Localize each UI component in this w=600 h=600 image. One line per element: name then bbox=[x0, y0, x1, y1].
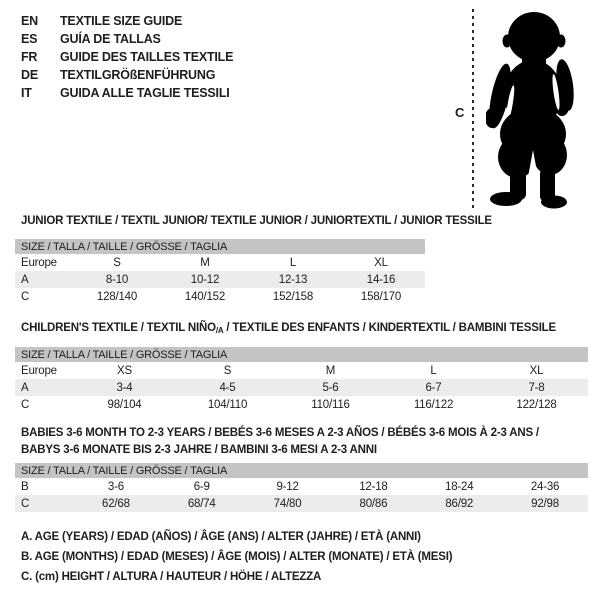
legend-line: B. AGE (MONTHS) / EDAD (MESES) / ÂGE (MOIS) / ALTER (MONATE) / ETÀ (MESI) bbox=[21, 551, 453, 563]
table-cell: 24-36 bbox=[530, 480, 560, 493]
language-code: FR bbox=[21, 50, 38, 64]
table-row bbox=[15, 379, 588, 396]
language-guide-title: TEXTILE SIZE GUIDE bbox=[60, 14, 183, 28]
babies-title-line-1: BABIES 3-6 MONTH TO 2-3 YEARS / BEBÉS 3-6 MESES A 2-3 AÑOS / BÉBÉS 3-6 MOIS À 2-3 ANS / bbox=[21, 427, 539, 439]
table-cell: 140/152 bbox=[184, 290, 226, 303]
row-label: B bbox=[21, 480, 29, 493]
table-cell: 86/92 bbox=[445, 497, 474, 510]
language-title-list bbox=[21, 12, 233, 102]
table-cell: 8-10 bbox=[105, 273, 129, 286]
table-cell: 14-16 bbox=[366, 273, 396, 286]
row-cells bbox=[73, 257, 425, 269]
table-cell: 9-12 bbox=[276, 480, 299, 493]
table-cell: 4-5 bbox=[219, 381, 236, 394]
table-row bbox=[15, 396, 588, 413]
row-label: Europe bbox=[21, 256, 57, 269]
junior-size-table bbox=[15, 239, 425, 305]
language-row bbox=[21, 66, 233, 84]
table-row bbox=[15, 254, 425, 271]
row-label: A bbox=[21, 381, 29, 394]
row-cells bbox=[73, 382, 588, 394]
row-cells bbox=[73, 498, 588, 510]
legend-line: C. (cm) HEIGHT / ALTURA / HAUTEUR / HÖHE / ALTEZZA bbox=[21, 571, 322, 583]
table-cell: 7-8 bbox=[528, 381, 545, 394]
table-cell: L bbox=[430, 364, 437, 377]
table-cell: XL bbox=[529, 364, 544, 377]
row-cells bbox=[73, 399, 588, 411]
babies-table-body bbox=[15, 478, 588, 512]
table-cell: 68/74 bbox=[187, 497, 216, 510]
table-cell: XS bbox=[117, 364, 132, 377]
babies-size-table bbox=[15, 463, 588, 512]
table-cell: 10-12 bbox=[190, 273, 220, 286]
junior-table-body bbox=[15, 254, 425, 305]
baby-silhouette-image bbox=[486, 10, 596, 210]
row-cells bbox=[73, 481, 588, 493]
table-cell: 104/110 bbox=[207, 398, 248, 411]
babies-title-line-2: BABYS 3-6 MONATE BIS 2-3 JAHRE / BAMBINI 3-6 MESI A 2-3 ANNI bbox=[21, 444, 377, 456]
table-cell: 152/158 bbox=[272, 290, 314, 303]
height-dotted-line bbox=[472, 9, 474, 208]
language-guide-title: GUÍA DE TALLAS bbox=[60, 32, 161, 46]
table-cell: 128/140 bbox=[96, 290, 138, 303]
row-cells bbox=[73, 365, 588, 377]
section-title-junior: JUNIOR TEXTILE / TEXTIL JUNIOR/ TEXTILE JUNIOR / JUNIORTEXTIL / JUNIOR TESSILE bbox=[21, 215, 492, 227]
legend-line: A. AGE (YEARS) / EDAD (AÑOS) / ÂGE (ANS) / ALTER (JAHRE) / ETÀ (ANNI) bbox=[21, 531, 421, 543]
table-cell: 6-7 bbox=[425, 381, 442, 394]
table-cell: 12-13 bbox=[278, 273, 308, 286]
table-row bbox=[15, 478, 588, 495]
table-row bbox=[15, 495, 588, 512]
row-cells bbox=[73, 274, 425, 286]
size-header-band: SIZE / TALLA / TAILLE / GRÖSSE / TAGLIA bbox=[15, 239, 425, 254]
row-label: C bbox=[21, 497, 30, 510]
table-cell: 3-6 bbox=[107, 480, 124, 493]
table-row bbox=[15, 271, 425, 288]
table-cell: 116/122 bbox=[413, 398, 454, 411]
children-table-body bbox=[15, 362, 588, 413]
measure-legend bbox=[21, 531, 452, 591]
language-row bbox=[21, 48, 233, 66]
language-row bbox=[21, 84, 233, 102]
table-row bbox=[15, 288, 425, 305]
table-cell: 98/104 bbox=[107, 398, 142, 411]
table-cell: S bbox=[223, 364, 232, 377]
table-cell: 3-4 bbox=[116, 381, 133, 394]
language-row bbox=[21, 12, 233, 30]
table-cell: 6-9 bbox=[193, 480, 210, 493]
row-label: C bbox=[21, 398, 30, 411]
table-row bbox=[15, 362, 588, 379]
table-cell: 80/86 bbox=[359, 497, 388, 510]
language-guide-title: TEXTILGRÖßENFÜHRUNG bbox=[60, 68, 216, 82]
row-label: Europe bbox=[21, 364, 57, 377]
table-cell: S bbox=[113, 256, 121, 269]
language-code: DE bbox=[21, 68, 38, 82]
size-header-band: SIZE / TALLA / TAILLE / GRÖSSE / TAGLIA bbox=[15, 347, 588, 362]
language-code: ES bbox=[21, 32, 38, 46]
height-measure-label: C bbox=[455, 105, 465, 120]
language-code: EN bbox=[21, 14, 38, 28]
table-cell: 62/68 bbox=[102, 497, 130, 510]
table-cell: 92/98 bbox=[531, 497, 559, 510]
language-code: IT bbox=[21, 86, 32, 100]
row-label: C bbox=[21, 290, 30, 303]
table-cell: 158/170 bbox=[360, 290, 402, 303]
row-cells bbox=[73, 291, 425, 303]
size-header-band: SIZE / TALLA / TAILLE / GRÖSSE / TAGLIA bbox=[15, 463, 588, 478]
table-cell: M bbox=[325, 364, 336, 377]
table-cell: XL bbox=[374, 256, 388, 269]
language-guide-title: GUIDE DES TAILLES TEXTILE bbox=[60, 50, 234, 64]
language-guide-title: GUIDA ALLE TAGLIE TESSILI bbox=[60, 86, 230, 100]
table-cell: 74/80 bbox=[273, 497, 302, 510]
children-title-post: / TEXTILE DES ENFANTS / KINDERTEXTIL / BAMBINI TESSILE bbox=[223, 322, 556, 334]
language-row bbox=[21, 30, 233, 48]
row-label: A bbox=[21, 273, 29, 286]
children-title-pre: CHILDREN'S TEXTILE / TEXTIL NIÑO bbox=[21, 322, 216, 334]
table-cell: 5-6 bbox=[322, 381, 339, 394]
section-title-babies bbox=[21, 425, 539, 459]
table-cell: 18-24 bbox=[445, 480, 474, 493]
table-cell: M bbox=[200, 256, 210, 269]
children-size-table bbox=[15, 347, 588, 413]
table-cell: L bbox=[289, 256, 297, 269]
table-cell: 110/116 bbox=[311, 398, 350, 411]
section-title-children bbox=[21, 322, 556, 335]
table-cell: 12-18 bbox=[359, 480, 388, 493]
children-title-subscript: /A bbox=[215, 326, 224, 335]
table-cell: 122/128 bbox=[516, 398, 557, 411]
